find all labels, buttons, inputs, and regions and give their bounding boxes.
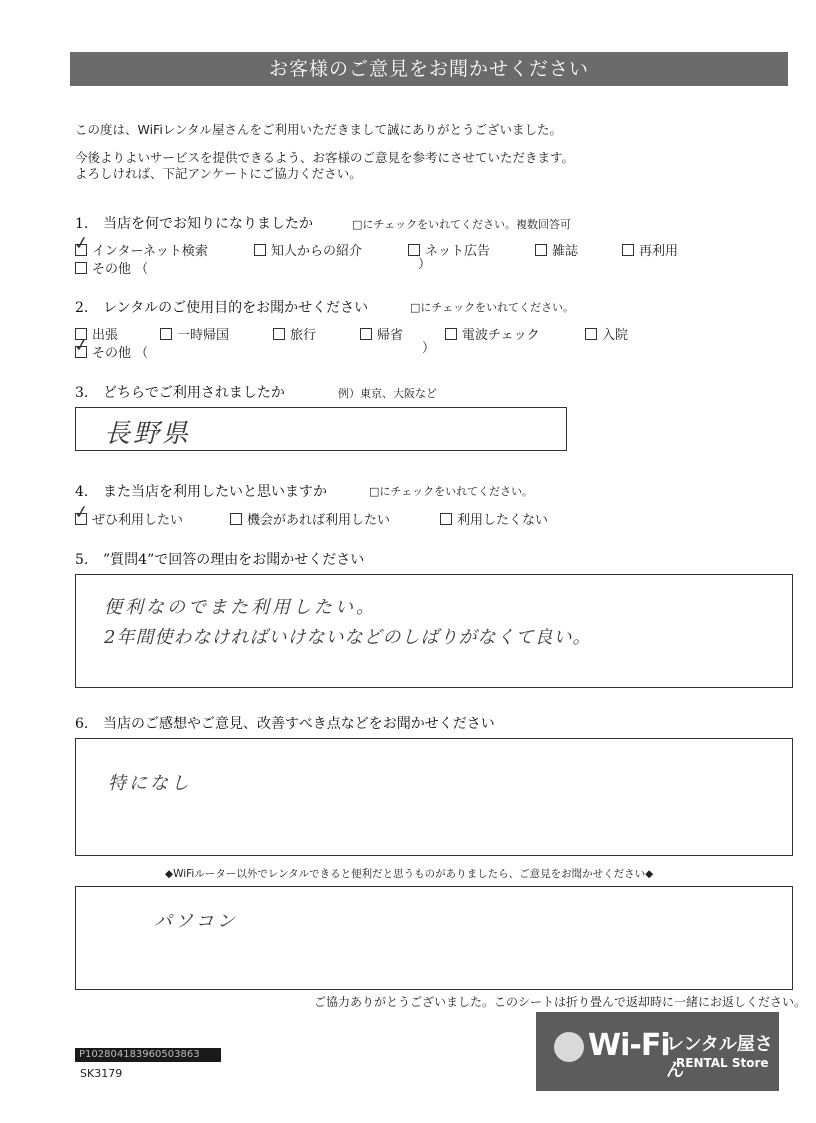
q2-title-text: レンタルのご使用目的をお聞かせください	[103, 300, 369, 316]
q1-option-internet-search[interactable]	[72, 232, 208, 259]
q3-title-text: どちらでご利用されましたか	[103, 385, 285, 401]
option-label: 電波チェック	[462, 328, 540, 343]
q2-other-close-paren: ）	[422, 341, 436, 356]
footer-thanks: ご協力ありがとうございました。このシートは折り畳んで返却時に一緒にお返しください。	[314, 995, 807, 1009]
checkbox[interactable]	[360, 328, 372, 340]
checkbox[interactable]	[622, 244, 634, 256]
logo-en-text: RENTAL Store	[676, 1056, 769, 1070]
q1-option-reuse[interactable]	[622, 240, 678, 259]
q2-title	[75, 297, 368, 317]
q1-title	[75, 213, 313, 233]
q2-option-signal-check[interactable]	[445, 324, 540, 343]
option-label: その他 （	[92, 262, 149, 277]
option-label: 再利用	[639, 244, 679, 259]
checkbox[interactable]	[585, 328, 597, 340]
q4-option-no[interactable]	[440, 509, 548, 528]
option-label: インターネット検索	[92, 244, 208, 259]
q2-option-homecoming[interactable]	[360, 324, 403, 343]
q1-note: □にチェックをいれてください。複数回答可	[352, 218, 572, 231]
q2-option-hospital[interactable]	[585, 324, 628, 343]
q4-number: 4.	[75, 484, 89, 500]
q4-option-if-chance[interactable]	[230, 509, 390, 528]
checkbox[interactable]	[230, 513, 242, 525]
q1-option-other[interactable]	[75, 258, 148, 277]
serial-number: SK3179	[80, 1067, 123, 1080]
q4-title-text: また当店を利用したいと思いますか	[103, 484, 327, 500]
q6-title	[75, 713, 495, 733]
checkbox[interactable]	[273, 328, 285, 340]
mascot-icon	[554, 1032, 584, 1062]
checkbox[interactable]	[254, 244, 266, 256]
q3-answer-box[interactable]	[75, 407, 567, 451]
barcode-label: P102804183960503863	[75, 1048, 221, 1062]
logo-jp-text: レンタル屋さん	[666, 1034, 773, 1081]
checkbox[interactable]	[535, 244, 547, 256]
option-label: 帰省	[377, 328, 404, 343]
checkbox[interactable]	[75, 262, 87, 274]
intro-line-1: この度は、WiFiレンタル屋さんをご利用いただきまして誠にありがとうございました。	[75, 122, 563, 137]
q4-option-definitely[interactable]	[72, 501, 184, 528]
option-label: ぜひ利用したい	[92, 513, 184, 528]
checkbox[interactable]	[72, 232, 91, 256]
q2-option-travel[interactable]	[273, 324, 316, 343]
checkbox[interactable]	[445, 328, 457, 340]
option-label: 出張	[92, 328, 119, 343]
q3-answer-text: 長野県	[104, 419, 192, 449]
option-label: ネット広告	[425, 244, 491, 259]
q1-title-text: 当店を何でお知りになりましたか	[103, 216, 313, 232]
q1-number: 1.	[75, 216, 89, 232]
q2-option-temporary-return[interactable]	[160, 324, 229, 343]
q5-answer-line-1: 便利なのでまた利用したい。	[104, 597, 377, 618]
q6-number: 6.	[75, 716, 89, 732]
intro-line-3: よろしければ、下記アンケートにご協力ください。	[75, 166, 362, 181]
q4-note: □にチェックをいれてください。	[369, 485, 534, 498]
q7-prompt: ◆WiFiルーター以外でレンタルできると便利だと思うものがありましたら、ご意見をお聞かせください◆	[165, 868, 654, 880]
q1-option-referral[interactable]	[254, 240, 362, 259]
company-logo	[536, 1012, 779, 1091]
checkmark-icon: ✓	[72, 501, 91, 524]
checkmark-icon: ✓	[72, 334, 91, 357]
checkmark-icon: ✓	[72, 232, 91, 255]
checkbox[interactable]	[72, 334, 91, 358]
q7-answer-text: パソコン	[154, 911, 238, 932]
q5-title-text: ”質問4”で回答の理由をお聞かせください	[103, 552, 365, 568]
survey-title: お客様のご意見をお聞かせください	[70, 52, 788, 86]
q6-title-text: 当店のご感想やご意見、改善すべき点などをお聞かせください	[103, 716, 495, 732]
q3-title	[75, 382, 285, 402]
option-label: その他 （	[92, 346, 149, 361]
q1-option-magazine[interactable]	[535, 240, 578, 259]
option-label: 機会があれば利用したい	[247, 513, 391, 528]
q1-other-close-paren: ）	[418, 257, 432, 272]
option-label: 入院	[602, 328, 629, 343]
option-label: 利用したくない	[457, 513, 549, 528]
q2-note: □にチェックをいれてください。	[410, 301, 575, 314]
q5-answer-box[interactable]	[75, 574, 793, 688]
checkbox[interactable]	[72, 501, 91, 525]
q2-number: 2.	[75, 300, 89, 316]
logo-wifi-text: Wi-Fi	[588, 1028, 670, 1063]
checkbox[interactable]	[160, 328, 172, 340]
checkbox[interactable]	[440, 513, 452, 525]
q3-note: 例）東京、大阪など	[338, 387, 437, 400]
q7-answer-box[interactable]	[75, 886, 793, 990]
q5-number: 5.	[75, 552, 89, 568]
q5-answer-line-2: 2年間使わなければいけないなどのしばりがなくて良い。	[104, 627, 592, 648]
q3-number: 3.	[75, 385, 89, 401]
q4-title	[75, 481, 327, 501]
q5-title	[75, 549, 364, 569]
option-label: 旅行	[290, 328, 317, 343]
q6-answer-text: 特になし	[108, 773, 192, 794]
intro-line-2: 今後よりよいサービスを提供できるよう、お客様のご意見を参考にさせていただきます。	[75, 150, 575, 165]
option-label: 知人からの紹介	[271, 244, 363, 259]
q6-answer-box[interactable]	[75, 738, 793, 856]
option-label: 一時帰国	[177, 328, 230, 343]
option-label: 雑誌	[552, 244, 579, 259]
